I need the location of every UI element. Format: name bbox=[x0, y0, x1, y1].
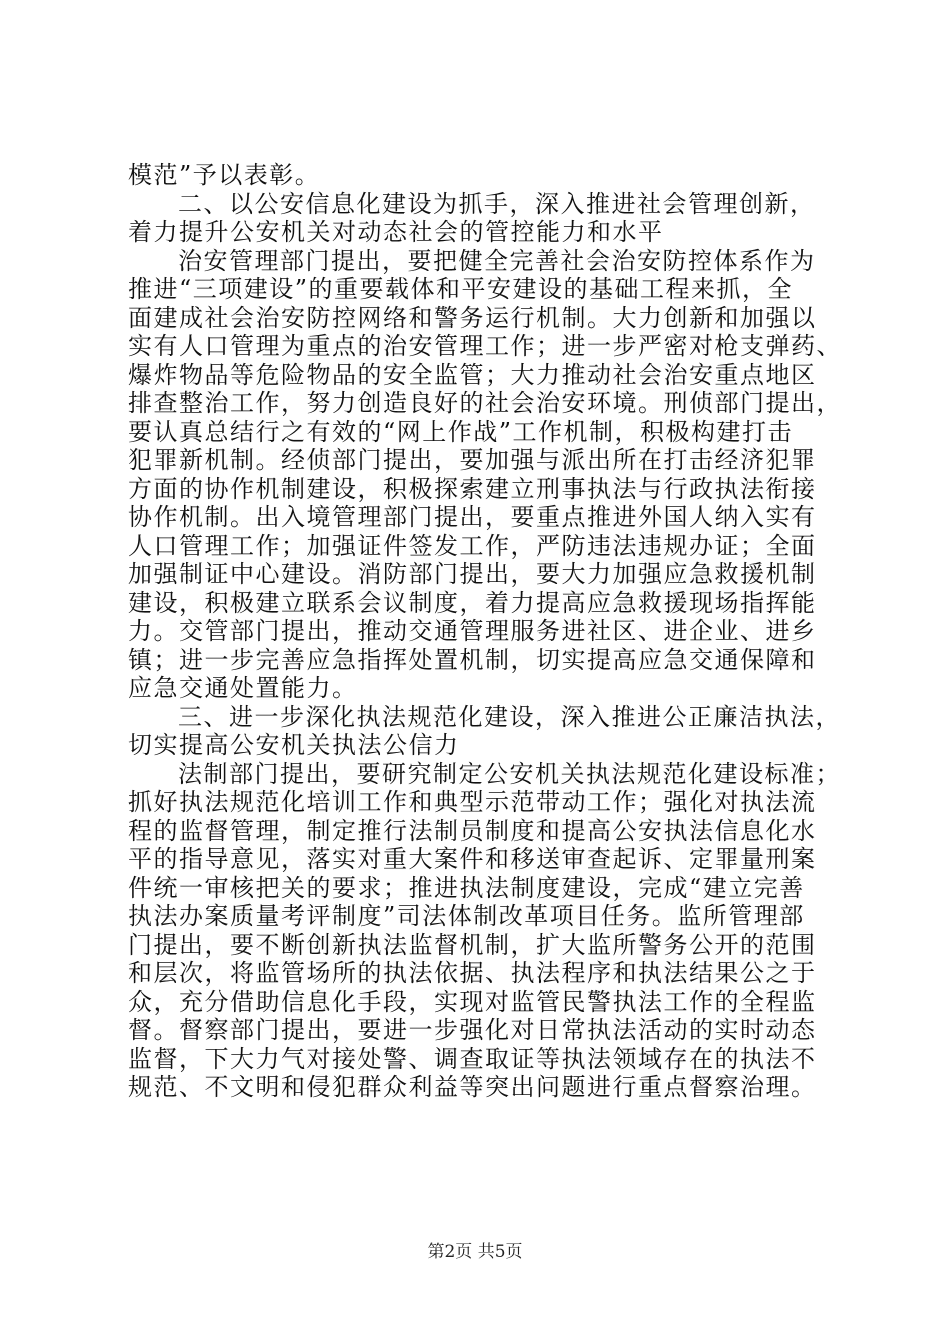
text-line: 排查整治工作，努力创造良好的社会治安环境。刑侦部门提出， bbox=[128, 389, 842, 417]
text-line: 监督，下大力气对接处警、调查取证等执法领域存在的执法不 bbox=[128, 1044, 817, 1073]
text-line: 加强制证中心建设。消防部门提出，要大力加强应急救援机制 bbox=[128, 560, 817, 588]
text-line: 众，充分借助信息化手段，实现对监管民警执法工作的全程监 bbox=[128, 987, 817, 1016]
text-line: 治安管理部门提出，要把健全完善社会治安防控体系作为 bbox=[178, 246, 816, 275]
text-line: 镇；进一步完善应急指挥处置机制，切实提高应急交通保障和 bbox=[128, 645, 817, 674]
text-line: 法制部门提出，要研究制定公安机关执法规范化建设标准； bbox=[178, 759, 841, 788]
text-line: 督。督察部门提出，要进一步强化对日常执法活动的实时动态 bbox=[128, 1016, 817, 1044]
text-line: 面建成社会治安防控网络和警务运行机制。大力创新和加强以 bbox=[128, 303, 817, 332]
text-line: 平的指导意见，落实对重大案件和移送审查起诉、定罪量刑案 bbox=[128, 845, 817, 873]
text-line: 模范”予以表彰。 bbox=[128, 161, 321, 189]
text-line: 实有人口管理为重点的治安管理工作；进一步严密对枪支弹药、 bbox=[128, 332, 842, 360]
section-heading-line: 着力提升公安机关对动态社会的管控能力和水平 bbox=[128, 218, 664, 246]
text-line: 方面的协作机制建设，积极探索建立刑事执法与行政执法衔接 bbox=[128, 474, 817, 503]
text-line: 力。交管部门提出，推动交通管理服务进社区、进企业、进乡 bbox=[128, 617, 817, 645]
section-heading-line: 二、以公安信息化建设为抓手，深入推进社会管理创新， bbox=[178, 189, 816, 218]
text-line: 抓好执法规范化培训工作和典型示范带动工作；强化对执法流 bbox=[128, 788, 817, 816]
text-line: 和层次，将监管场所的执法依据、执法程序和执法结果公之于 bbox=[128, 959, 817, 987]
text-line: 门提出，要不断创新执法监督机制，扩大监所警务公开的范围 bbox=[128, 930, 817, 959]
text-line: 建设，积极建立联系会议制度，着力提高应急救援现场指挥能 bbox=[128, 588, 817, 617]
text-line: 件统一审核把关的要求；推进执法制度建设，完成“建立完善 bbox=[128, 873, 805, 902]
text-line: 执法办案质量考评制度”司法体制改革项目任务。监所管理部 bbox=[128, 902, 805, 930]
text-line: 爆炸物品等危险物品的安全监管；大力推动社会治安重点地区 bbox=[128, 360, 817, 389]
section-heading-line: 切实提高公安机关执法公信力 bbox=[128, 731, 460, 759]
text-line: 推进“三项建设”的重要载体和平安建设的基础工程来抓，全 bbox=[128, 275, 794, 303]
text-line: 程的监督管理，制定推行法制员制度和提高公安执法信息化水 bbox=[128, 816, 817, 845]
text-line: 要认真总结行之有效的“网上作战”工作机制，积极构建打击 bbox=[128, 417, 794, 446]
text-line: 规范、不文明和侵犯群众利益等突出问题进行重点督察治理。 bbox=[128, 1073, 817, 1101]
text-line: 应急交通处置能力。 bbox=[128, 674, 358, 702]
text-line: 人口管理工作；加强证件签发工作，严防违法违规办证；全面 bbox=[128, 531, 817, 560]
text-line: 协作机制。出入境管理部门提出，要重点推进外国人纳入实有 bbox=[128, 503, 817, 531]
section-heading-line: 三、进一步深化执法规范化建设，深入推进公正廉洁执法， bbox=[178, 702, 841, 731]
text-line: 犯罪新机制。经侦部门提出，要加强与派出所在打击经济犯罪 bbox=[128, 446, 817, 474]
page-number: 第2页 共5页 bbox=[427, 1242, 523, 1262]
